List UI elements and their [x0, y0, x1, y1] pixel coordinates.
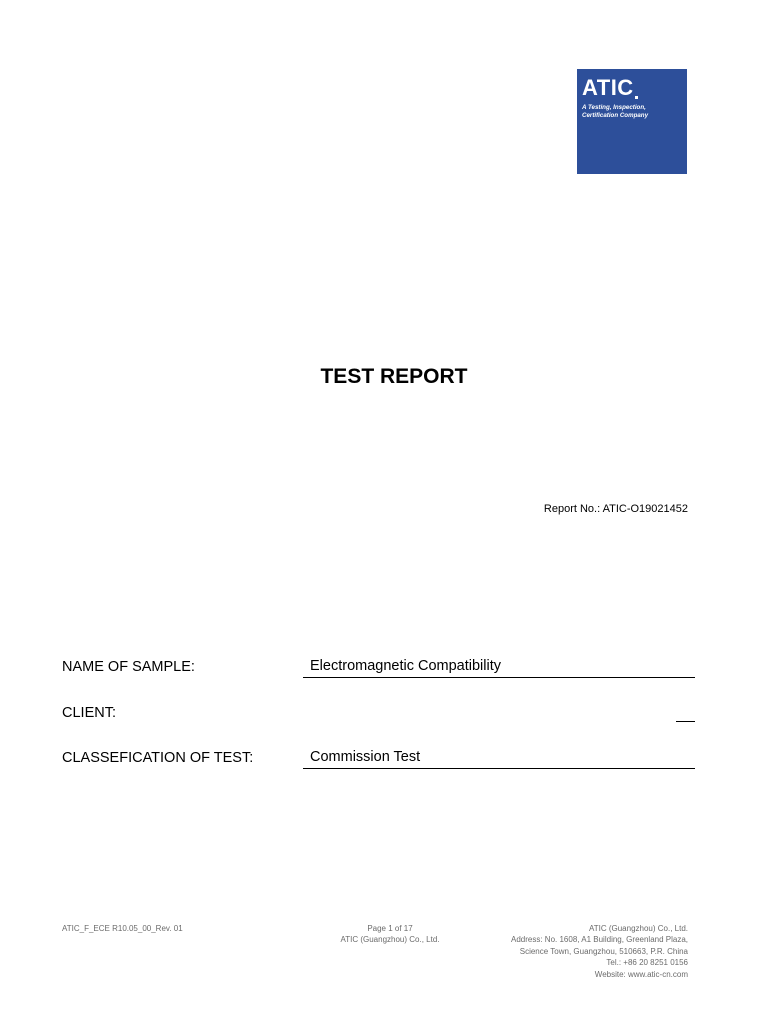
footer-company-center: ATIC (Guangzhou) Co., Ltd.: [340, 935, 440, 945]
page-number: Page 1 of 17: [367, 924, 413, 933]
client-label: CLIENT:: [62, 705, 116, 721]
footer-contact: [511, 923, 688, 980]
footer-form-code: [62, 923, 183, 934]
report-number: Report No.: ATIC-O19021452: [543, 503, 688, 515]
footer-address-line-1: Address: No. 1608, A1 Building, Greenland Plaza,: [511, 935, 688, 945]
footer-company: ATIC (Guangzhou) Co., Ltd.: [588, 924, 688, 933]
classification-label: CLASSEFICATION OF TEST:: [62, 750, 254, 766]
footer-address-line-2: Science Town, Guangzhou, 510663, P.R. China: [519, 946, 688, 956]
logo-brand: ATIC: [582, 75, 634, 101]
logo-trademark-dot: [635, 96, 638, 99]
form-code: ATIC_F_ECE R10.05_00_Rev. 01: [62, 924, 183, 933]
footer-website: Website: www.atic-cn.com: [594, 969, 688, 979]
logo-tagline-line-1: A Testing, Inspection,: [582, 104, 646, 111]
footer-tel: Tel.: +86 20 8251 0156: [606, 958, 688, 968]
classification-value: Commission Test: [303, 748, 695, 769]
sample-name-value: Electromagnetic Compatibility: [303, 657, 695, 678]
logo-tagline-line-2: Certification Company: [582, 112, 649, 119]
document-title: TEST REPORT: [320, 365, 468, 388]
client-value-line: [676, 711, 695, 722]
footer-center: [340, 923, 440, 946]
sample-name-label: NAME OF SAMPLE:: [62, 659, 195, 675]
logo-tagline: [582, 104, 687, 120]
company-logo: [577, 69, 687, 174]
